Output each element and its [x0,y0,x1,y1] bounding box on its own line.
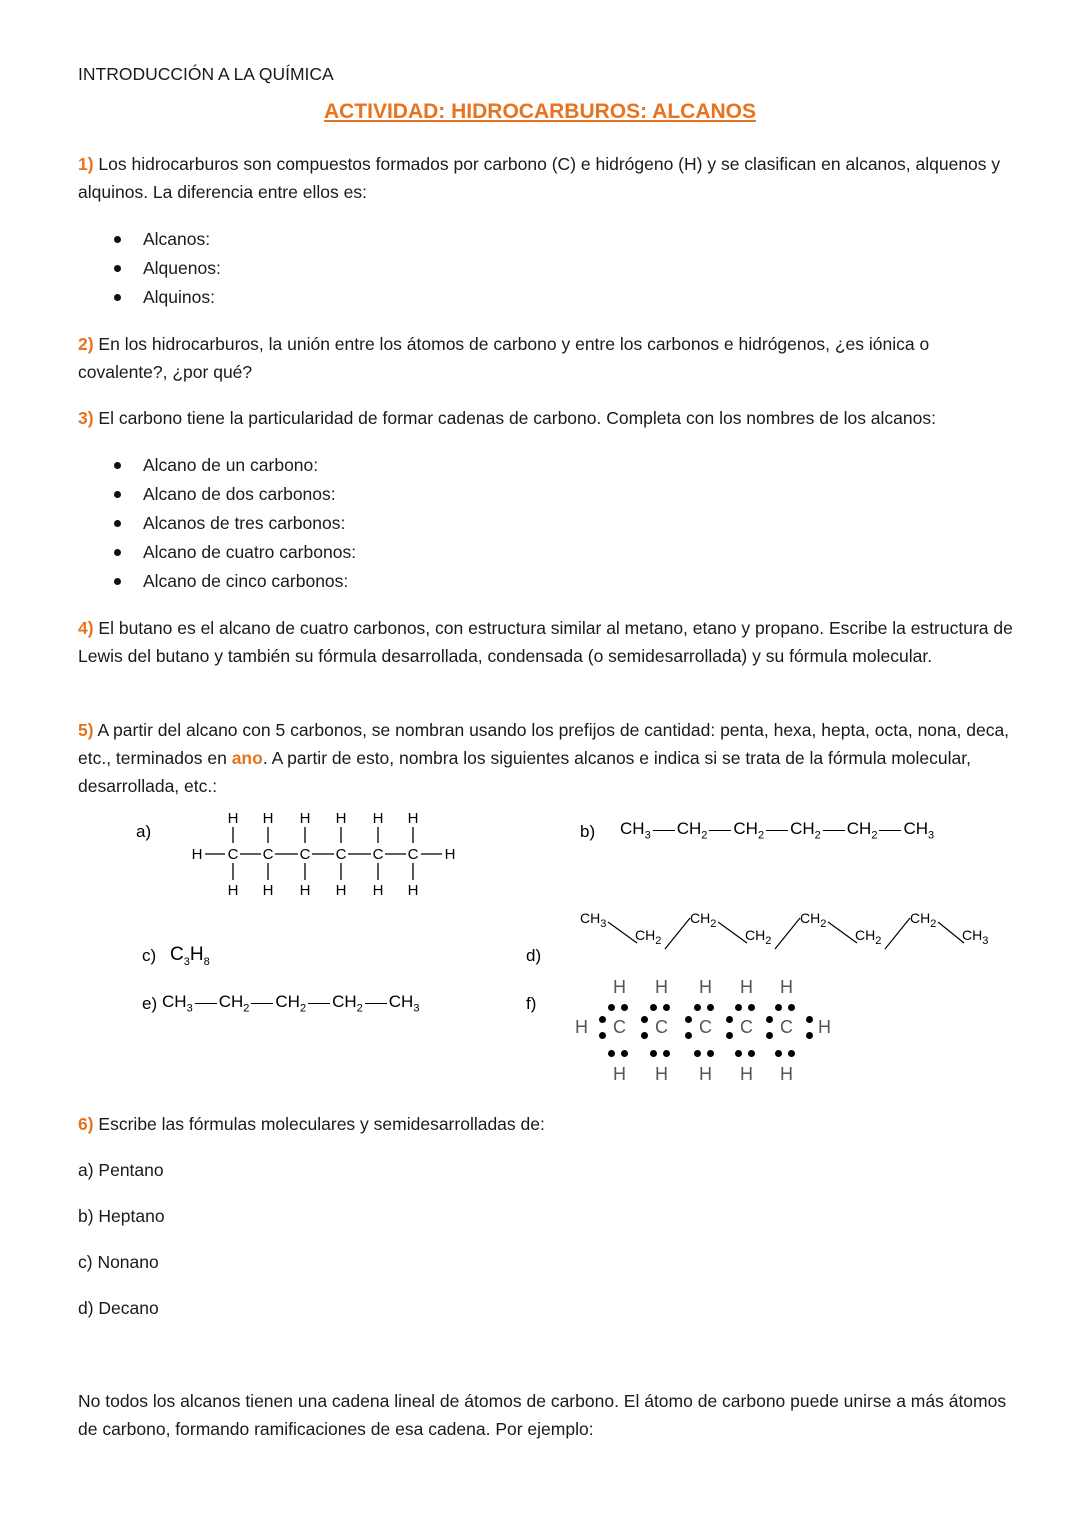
subscript: 2 [757,829,765,842]
label-d: d) [526,946,542,965]
group [332,992,363,1014]
atom-label: C [699,1017,712,1037]
subscript: 3 [600,917,607,930]
list-item: Alquinos: [78,283,1018,312]
condensed-formula-b [620,819,934,841]
electron-dot [621,1050,628,1057]
atom-label: C [372,846,384,863]
atom-label: H [227,810,239,827]
subscript: 3 [982,934,989,947]
list-item: Alcanos de tres carbonos: [78,509,1018,538]
bond [665,918,690,949]
atom-label: H [699,1064,712,1084]
group [800,910,826,930]
atom: CH [903,819,928,838]
question-5 [78,716,1018,800]
electron-dot [599,1032,606,1039]
atom-label: C [407,846,419,863]
subscript: 2 [299,1002,307,1015]
atom: CH [388,992,414,1011]
atom-label: H [780,977,793,997]
group [962,927,989,947]
atom: CH [580,910,601,926]
bond [775,918,800,949]
question-text: Escribe las fórmulas moleculares y semidesarrolladas de: [93,1114,545,1134]
question-6 [78,1110,1018,1138]
electron-dot [663,1004,670,1011]
label-b: b) [580,822,596,841]
q1-list [78,225,1018,312]
group [790,819,821,841]
group [690,910,717,930]
atom-label: H [372,882,384,899]
electron-dot [599,1016,606,1023]
atom-label: H [262,810,274,827]
atom-label: H [818,1017,831,1037]
q6-item: c) Nonano [78,1252,159,1272]
bond [653,830,675,831]
electron-dot [650,1004,657,1011]
atom: CH [800,910,821,926]
atom-label: H [655,977,668,997]
electron-dot [806,1032,813,1039]
highlight-suffix: ano [231,748,263,768]
electron-dot [707,1050,714,1057]
subscript: 2 [356,1002,363,1015]
group [855,927,882,947]
electron-dot [806,1016,813,1023]
atom: CH [635,927,656,943]
atom: CH [620,819,645,838]
list-item: Alcano de cuatro carbonos: [78,538,1018,567]
group [962,927,988,947]
question-text: A partir del alcano con 5 carbonos, se nombran usando los prefijos de cantidad: penta, hexa, hepta, octa, nona, deca, etc., terminados en [78,720,1010,768]
q6-item: a) Pentano [78,1160,164,1180]
question-number: 6) [78,1114,94,1134]
footer-paragraph: No todos los alcanos tienen una cadena lineal de átomos de carbono. El átomo de carbono puede unirse a más átomos de carbono, formando ramificaciones de esa cadena. Por ejemplo: [78,1391,1007,1439]
atom-label: H [191,846,203,863]
label-f: f) [526,994,537,1013]
electron-dot [766,1016,773,1023]
atom: CH [790,819,815,838]
subscript: 3 [183,955,190,968]
atom: CH [162,992,187,1011]
subscript: 3 [928,829,935,842]
question-text: Los hidrocarburos son compuestos formados por carbono (C) e hidrógeno (H) y se clasifican en alcanos, alquenos y alquinos. La diferencia entre ellos es: [78,154,1001,202]
group [219,992,250,1014]
molecular-formula-c [170,944,210,968]
atom: CH [218,992,244,1011]
question-text: El carbono tiene la particularidad de formar cadenas de carbono. Completa con los nombres de los alcanos: [93,408,936,428]
question-text: En los hidrocarburos, la unión entre los átomos de carbono y entre los carbonos e hidrógenos, ¿es iónica o covalente?, ¿por qué? [78,334,930,382]
atom-label: C [227,846,239,863]
atom-label: H [780,1064,793,1084]
group [635,927,662,947]
subscript: 2 [930,917,937,930]
group [162,992,193,1014]
electron-dot [694,1004,701,1011]
question-number: 5) [78,720,94,740]
atom: H [189,944,204,965]
subscript: 2 [820,917,827,930]
atom: CH [855,927,876,943]
electron-dot [726,1016,733,1023]
subscript: 3 [644,829,651,842]
condensed-formula-e [162,992,419,1014]
group [580,910,607,930]
bond [365,1003,387,1004]
atom-label: H [227,882,239,899]
subscript: 2 [243,1002,250,1015]
page-title: ACTIVIDAD: HIDROCARBUROS: ALCANOS [323,100,757,123]
atom: CH [332,992,357,1011]
atom: CH [910,910,931,926]
electron-dot [663,1050,670,1057]
subscript: 2 [701,829,708,842]
question-number: 1) [78,154,94,174]
bond [879,830,901,831]
group [580,910,606,930]
subscript: 2 [710,917,717,930]
atom-label: C [740,1017,753,1037]
subscript: 2 [765,934,772,947]
atom-label: H [655,1064,668,1084]
list-item: Alcano de dos carbonos: [78,480,1018,509]
group [745,927,771,947]
electron-dot [775,1004,782,1011]
atom-label: H [299,810,311,827]
atom-label: H [444,846,456,863]
atom: CH [690,910,711,926]
atom-label: H [407,882,419,899]
document-header: INTRODUCCIÓN A LA QUÍMICA [78,64,334,84]
group [800,910,827,930]
group [635,927,661,947]
atom-label: H [372,810,384,827]
electron-dot [748,1050,755,1057]
subscript: 3 [186,1002,193,1015]
question-number: 2) [78,334,94,354]
electron-dot [621,1004,628,1011]
atom-label: H [299,882,311,899]
electron-dot [685,1016,692,1023]
atom-label: C [655,1017,668,1037]
label-c: c) [142,946,157,965]
atom-label: H [575,1017,588,1037]
atom: CH [733,819,758,838]
structural-formula-a [185,805,470,905]
electron-dot [726,1032,733,1039]
question-4 [78,614,1018,670]
electron-dot [788,1004,795,1011]
question-text: El butano es el alcano de cuatro carbonos, con estructura similar al metano, etano y propano. Escribe la estructura de Lewis del butano y también su fórmula desarrollada, condensada (o semidesarrollada) y su fórmula molecular. [78,618,1013,666]
group [690,910,716,930]
electron-dot [788,1050,795,1057]
atom-label: H [699,977,712,997]
atom-label: H [740,977,753,997]
electron-dot [775,1050,782,1057]
atom: C [170,944,184,965]
question-2 [78,330,1018,386]
question-text: . A partir de esto, nombra los siguientes alcanos e indica si se trata de la fórmula molecular, desarrollada, etc.: [78,748,971,796]
subscript: 2 [871,829,878,842]
electron-dot [641,1032,648,1039]
electron-dot [735,1004,742,1011]
bond [608,922,637,943]
label-e: e) [142,994,158,1013]
group [620,819,651,841]
label-a: a) [136,822,152,841]
electron-dot [766,1032,773,1039]
bond [885,918,910,949]
subscript: 2 [655,934,662,947]
atom-label: H [407,810,419,827]
question-number: 4) [78,618,94,638]
electron-dot [748,1004,755,1011]
atom-label: C [262,846,274,863]
subscript: 2 [875,934,882,947]
electron-dot [641,1016,648,1023]
group [910,910,937,930]
group [910,910,936,930]
skeletal-formula-d [570,905,1010,955]
list-item: Alcanos: [78,225,1018,254]
atom: CH [745,927,766,943]
atom: CH [846,819,872,838]
list-item: Alquenos: [78,254,1018,283]
bond [828,922,857,943]
electron-dot [707,1004,714,1011]
atom-label: H [613,1064,626,1084]
subscript: 8 [203,955,210,968]
electron-dot [608,1004,615,1011]
question-3 [78,404,1018,432]
group [733,819,764,841]
group [389,992,420,1014]
atom-label: H [262,882,274,899]
subscript: 2 [814,829,821,842]
question-number: 3) [78,408,94,428]
atom-label: C [299,846,311,863]
lewis-structure-f [565,972,845,1092]
bond [251,1003,273,1004]
group [855,927,881,947]
electron-dot [685,1032,692,1039]
list-item: Alcano de cinco carbonos: [78,567,1018,596]
group [745,927,772,947]
atom-label: H [613,977,626,997]
list-item: Alcano de un carbono: [78,451,1018,480]
atom-label: H [335,810,347,827]
electron-dot [650,1050,657,1057]
group [677,819,708,841]
bond [938,922,964,943]
q3-list [78,451,1018,596]
bond [709,830,731,831]
bond [823,830,845,831]
bond [195,1003,217,1004]
question-1 [78,150,1018,206]
electron-dot [694,1050,701,1057]
atom-label: H [335,882,347,899]
group [847,819,878,841]
atom: CH [962,927,983,943]
atom: CH [676,819,702,838]
q6-item: d) Decano [78,1298,159,1318]
electron-dot [608,1050,615,1057]
group [903,819,934,841]
atom-label: C [780,1017,793,1037]
group [275,992,306,1014]
atom: CH [275,992,300,1011]
atom-label: C [335,846,347,863]
electron-dot [735,1050,742,1057]
bond [308,1003,330,1004]
q6-item: b) Heptano [78,1206,165,1226]
bond [718,922,747,943]
subscript: 3 [413,1002,420,1015]
atom-label: H [740,1064,753,1084]
bond [766,830,788,831]
atom-label: C [613,1017,626,1037]
